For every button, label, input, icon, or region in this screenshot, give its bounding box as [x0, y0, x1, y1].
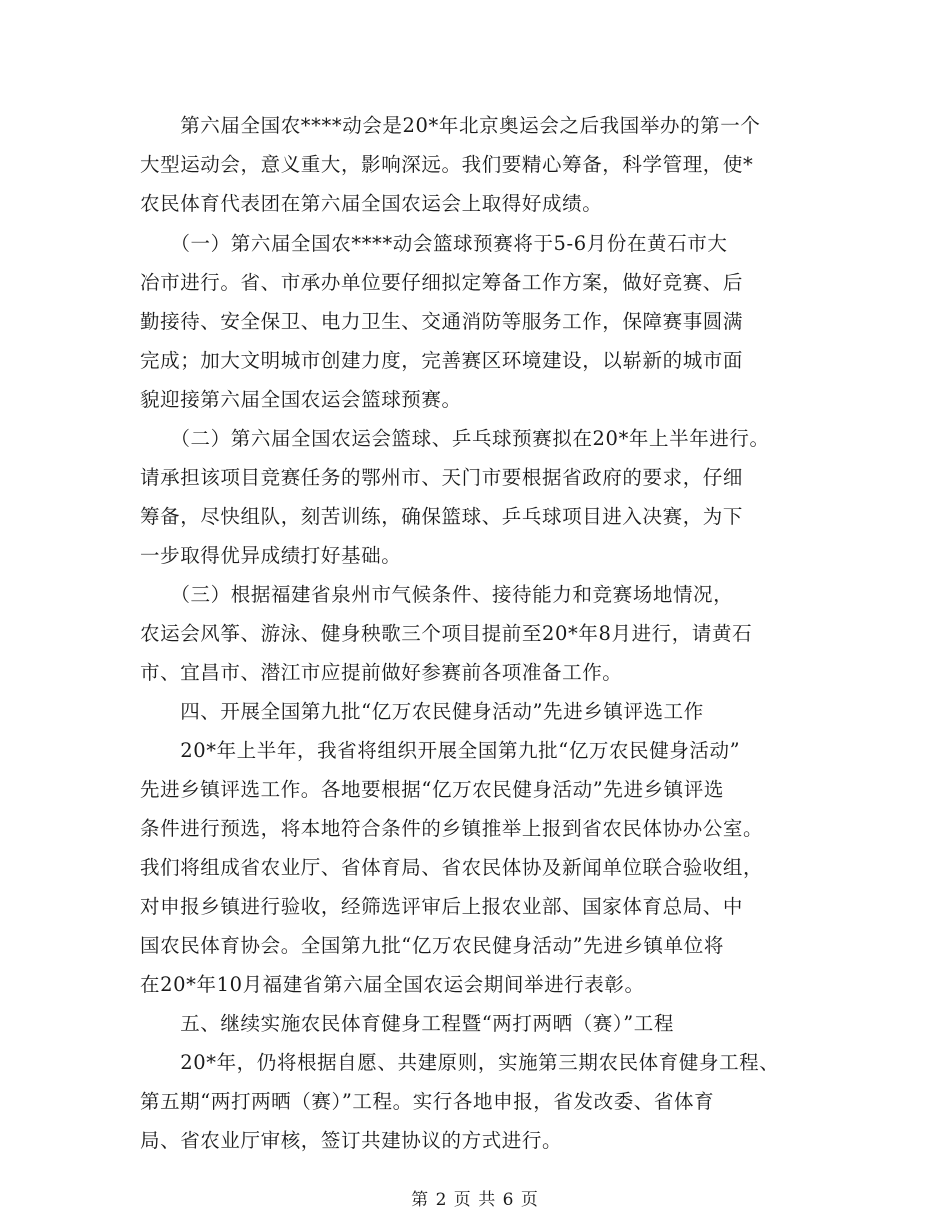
body-text-line: 筹备，尽快组队，刻苦训练，确保篮球、乒乓球项目进入决赛，为下	[140, 505, 744, 528]
body-text-line: 农运会风筝、游泳、健身秧歌三个项目提前至20*年8月进行，请黄石	[140, 622, 753, 645]
body-text-line: 20*年，仍将根据自愿、共建原则，实施第三期农民体育健身工程、	[140, 1051, 780, 1074]
body-text-line: 市、宜昌市、潜江市应提前做好参赛前各项准备工作。	[140, 661, 623, 684]
body-text-line: （一）第六届全国农****动会篮球预赛将于5-6月份在黄石市大	[140, 232, 728, 255]
body-text-line: 一步取得优异成绩打好基础。	[140, 544, 402, 567]
body-text-line: 请承担该项目竞赛任务的鄂州市、天门市要根据省政府的要求，仔细	[140, 466, 744, 489]
body-text-line: 条件进行预选，将本地符合条件的乡镇推举上报到省农民体协办公室。	[140, 817, 764, 840]
body-text-line: 在20*年10月福建省第六届全国农运会期间举进行表彰。	[140, 973, 645, 996]
body-text-line: 对申报乡镇进行验收，经筛选评审后上报农业部、国家体育总局、中	[140, 895, 744, 918]
body-text-line: 第六届全国农****动会是20*年北京奥运会之后我国举办的第一个	[140, 114, 761, 137]
body-text-line: 先进乡镇评选工作。各地要根据“亿万农民健身活动”先进乡镇评选	[140, 778, 724, 801]
body-text-line: 貌迎接第六届全国农运会篮球预赛。	[140, 388, 462, 411]
body-text-line: 勤接待、安全保卫、电力卫生、交通消防等服务工作，保障赛事圆满	[140, 310, 744, 333]
body-text-line: （三）根据福建省泉州市气候条件、接待能力和竞赛场地情况，	[140, 583, 734, 606]
body-text-line: 完成；加大文明城市创建力度，完善赛区环境建设，以崭新的城市面	[140, 349, 744, 372]
body-text-line: 大型运动会，意义重大，影响深远。我们要精心筹备，科学管理，使*	[140, 153, 754, 176]
body-text-line: 第五期“两打两晒（赛）”工程。实行各地申报，省发改委、省体育	[140, 1090, 715, 1113]
body-text-line: 20*年上半年，我省将组织开展全国第九批“亿万农民健身活动”	[140, 739, 741, 762]
body-text-line: 局、省农业厅审核，签订共建协议的方式进行。	[140, 1129, 563, 1152]
body-text-line: 农民体育代表团在第六届全国农运会上取得好成绩。	[140, 192, 603, 215]
section-heading: 五、继续实施农民体育健身工程暨“两打两晒（赛）”工程	[140, 1012, 674, 1035]
body-text-line: 冶市进行。省、市承办单位要仔细拟定筹备工作方案，做好竞赛、后	[140, 271, 744, 294]
body-text-line: 国农民体育协会。全国第九批“亿万农民健身活动”先进乡镇单位将	[140, 934, 724, 957]
body-text-line: 我们将组成省农业厅、省体育局、省农民体协及新闻单位联合验收组，	[140, 856, 764, 879]
body-text-line: （二）第六届全国农运会篮球、乒乓球预赛拟在20*年上半年进行。	[140, 427, 770, 450]
section-heading: 四、开展全国第九批“亿万农民健身活动”先进乡镇评选工作	[140, 700, 704, 723]
page-number-footer: 第 2 页 共 6 页	[411, 1190, 539, 1210]
